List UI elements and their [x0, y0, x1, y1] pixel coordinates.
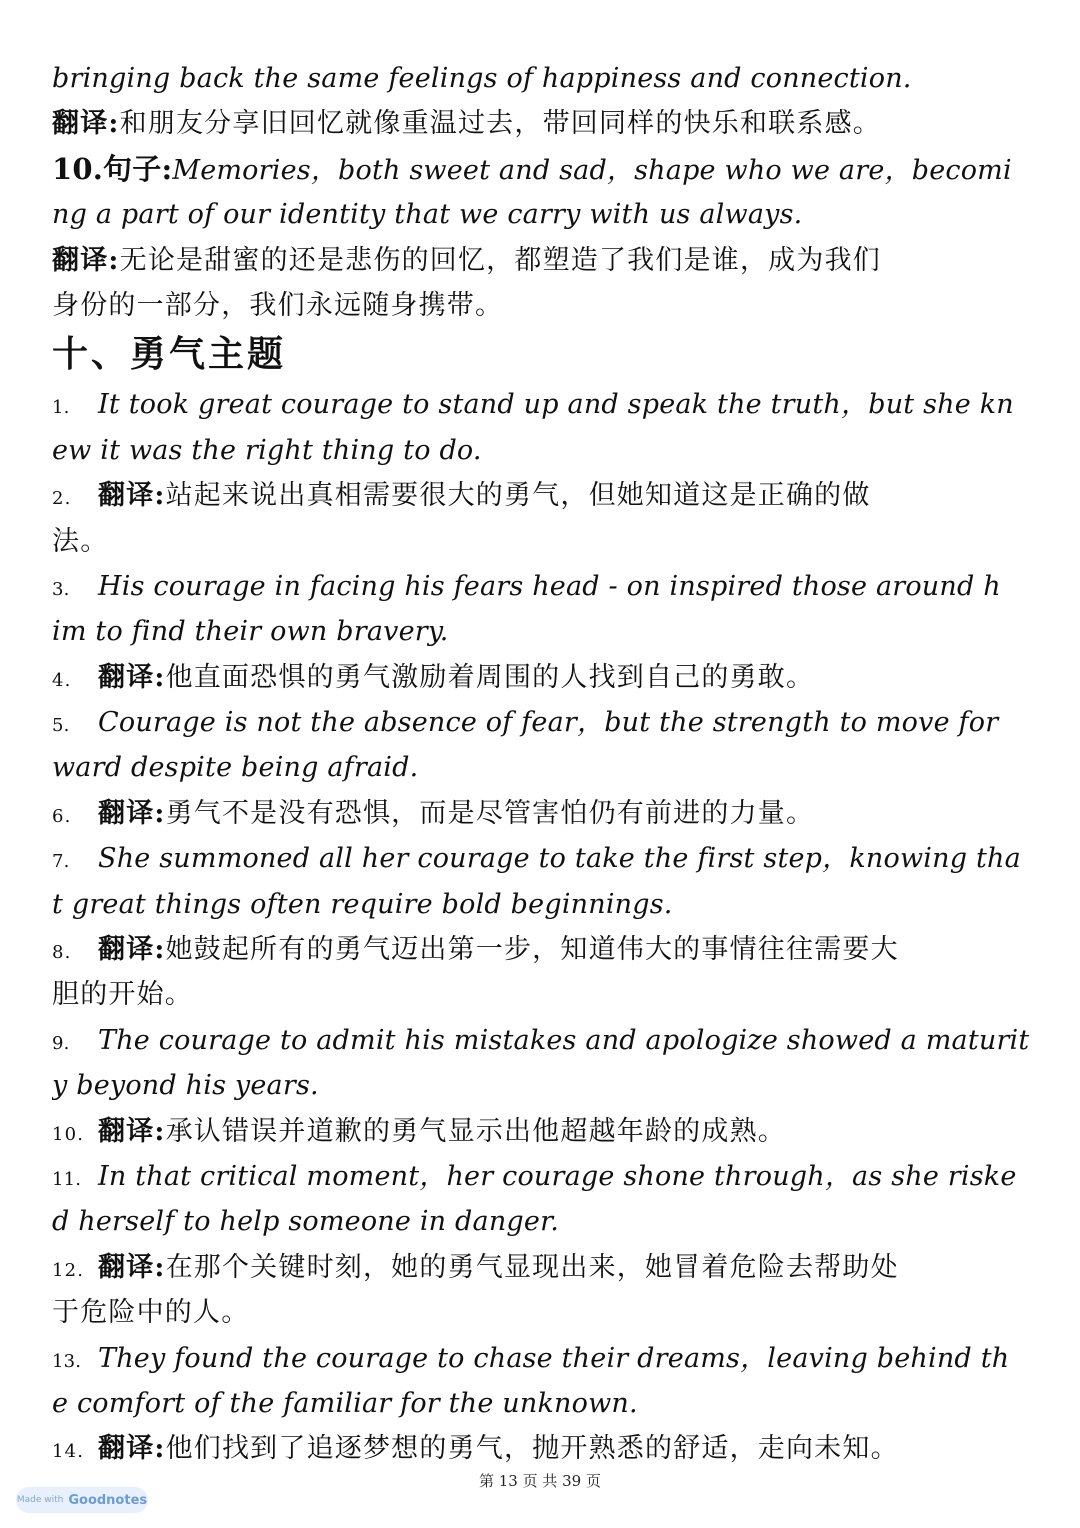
list-item [52, 1018, 1030, 1063]
item-number: 4. [52, 669, 72, 691]
translation-text: 他直面恐惧的勇气激励着周围的人找到自己的勇敢。 [165, 661, 815, 693]
item-number: 2. [52, 488, 72, 510]
translation-text: 站起来说出真相需要很大的勇气，但她知道这是正确的做 [165, 480, 871, 512]
list-item-continuation: 胆的开始。 [52, 979, 193, 1011]
goodnotes-logo: Goodnotes [68, 1492, 148, 1508]
item-number: 6. [52, 805, 72, 827]
document-page [52, 56, 1030, 1472]
translation-text: 无论是甜蜜的还是悲伤的回忆，都塑造了我们是谁，成为我们 [119, 244, 881, 276]
translation-text: 她鼓起所有的勇气迈出第一步，知道伟大的事情往往需要大 [165, 934, 899, 966]
sentence-label: 10.句子: [52, 151, 173, 186]
list-item-continuation: d herself to help someone in danger. [52, 1206, 560, 1238]
sentence-text: It took great courage to stand up and speak the truth，but she kn [98, 389, 1014, 421]
list-item-continuation: im to find their own bravery. [52, 616, 449, 648]
list-item [52, 473, 1030, 518]
list-item [52, 1154, 1030, 1199]
item-number: 9. [52, 1032, 70, 1054]
sentence-text: She summoned all her courage to take the first step，knowing tha [98, 843, 1021, 875]
list-item [52, 1109, 1030, 1154]
sentence-text: Courage is not the absence of fear，but the strength to move for [98, 707, 999, 739]
goodnotes-badge [16, 1487, 148, 1513]
translation-text: 在那个关键时刻，她的勇气显现出来，她冒着危险去帮助处 [165, 1251, 899, 1283]
list-item [52, 700, 1030, 745]
numbered-list [52, 382, 1030, 1471]
item-number: 3. [52, 578, 70, 600]
item-number: 12. [52, 1259, 85, 1281]
translation-continuation: 身份的一部分，我们永远随身携带。 [52, 289, 504, 321]
made-with-text: Made with [16, 1495, 64, 1505]
translation-label: 翻译: [52, 108, 120, 140]
translation-label: 翻译: [98, 1433, 166, 1465]
translation-line [52, 101, 1030, 146]
sentence-text: They found the courage to chase their dreams，leaving behind th [98, 1342, 1010, 1374]
list-item-continuation: ew it was the right thing to do. [52, 434, 482, 466]
text-line: ng a part of our identity that we carry with us always. [52, 199, 803, 231]
list-item-continuation: y beyond his years. [52, 1070, 319, 1102]
sentence-text: His courage in facing his fears head - on inspired those around h [98, 570, 1001, 602]
list-item [52, 564, 1030, 609]
list-item [52, 927, 1030, 972]
list-item [52, 1245, 1030, 1290]
page-number: 第 13 页 共 39 页 [478, 1472, 601, 1490]
translation-text: 承认错误并道歉的勇气显示出他超越年龄的成熟。 [165, 1115, 786, 1147]
item-number: 7. [52, 851, 70, 873]
list-item-continuation: e comfort of the familiar for the unknown. [52, 1387, 638, 1419]
text-line: bringing back the same feelings of happiness and connection. [52, 63, 912, 94]
translation-text: 他们找到了追逐梦想的勇气，抛开熟悉的舒适，走向未知。 [165, 1433, 899, 1465]
list-item-continuation: 法。 [52, 525, 109, 557]
item-number: 14. [52, 1441, 85, 1463]
list-item-continuation: 于危险中的人。 [52, 1297, 250, 1329]
item-number: 5. [52, 715, 70, 737]
item-number: 13. [52, 1350, 82, 1372]
list-item-continuation: ward despite being afraid. [52, 752, 419, 784]
translation-label: 翻译: [98, 1251, 166, 1283]
translation-label: 翻译: [52, 244, 120, 276]
item-number: 1. [52, 397, 70, 419]
item-number: 11. [52, 1168, 82, 1190]
list-item [52, 1336, 1030, 1381]
sentence-text: The courage to admit his mistakes and apologize showed a maturit [98, 1024, 1030, 1056]
list-item [52, 655, 1030, 700]
translation-label: 翻译: [98, 934, 166, 966]
sentence-text: Memories，both sweet and sad，shape who we are，becomi [172, 154, 1012, 186]
list-item-continuation: t great things often require bold beginnings. [52, 888, 673, 920]
list-item [52, 382, 1030, 427]
list-item [52, 1426, 1030, 1471]
translation-line [52, 238, 1030, 283]
translation-text: 勇气不是没有恐惧，而是尽管害怕仍有前进的力量。 [165, 797, 815, 829]
list-item [52, 836, 1030, 881]
sentence-text: In that critical moment，her courage shone through，as she riske [98, 1160, 1017, 1192]
translation-label: 翻译: [98, 661, 166, 693]
translation-label: 翻译: [98, 1115, 166, 1147]
translation-text: 和朋友分享旧回忆就像重温过去，带回同样的快乐和联系感。 [119, 108, 881, 140]
section-heading: 十、勇气主题 [52, 334, 287, 376]
list-item [52, 791, 1030, 836]
item-number: 8. [52, 942, 72, 964]
translation-label: 翻译: [98, 797, 166, 829]
sentence-line [52, 147, 1030, 192]
translation-label: 翻译: [98, 480, 166, 512]
item-number: 10. [52, 1123, 85, 1145]
